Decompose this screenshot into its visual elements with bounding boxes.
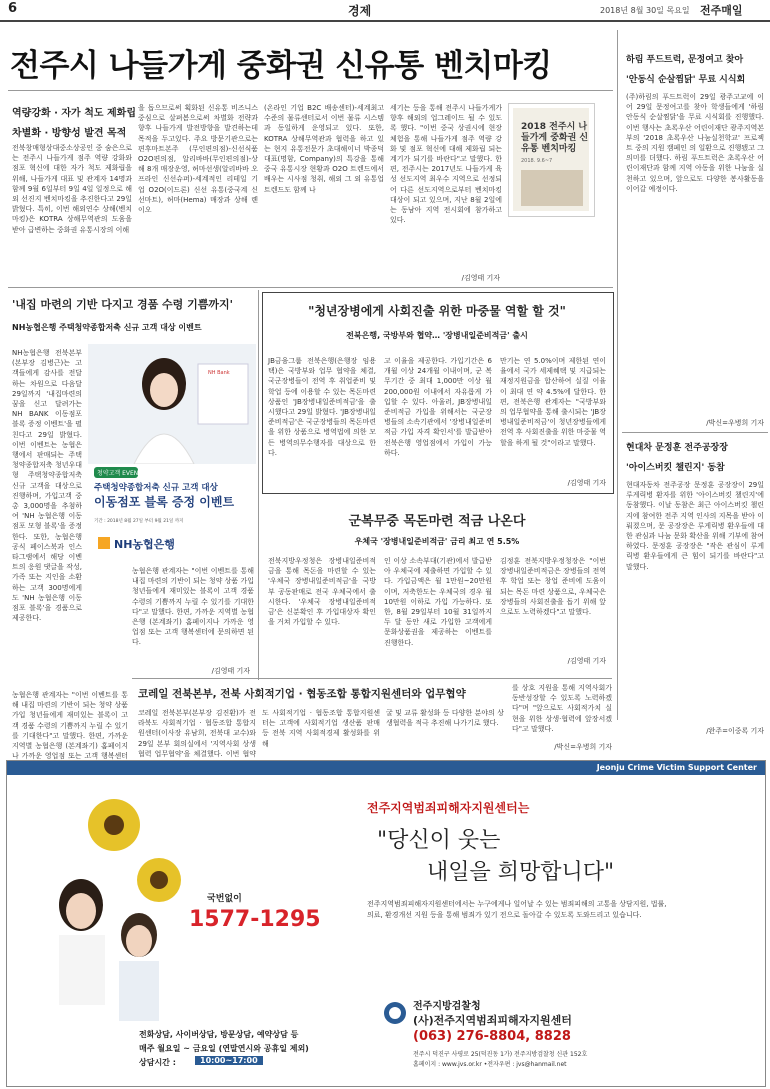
korail-col4: 를 상호 지원을 통해 지역사회가 동반성장할 수 있도록 노력하겠다"며 "앞으로도 사회적가치 실현을 위한 상생·협력에 앞장서겠다"고 말했다.: [512, 684, 612, 733]
ad-center-title: 전주지역범죄피해자지원센터는: [367, 801, 530, 815]
side2-byline: /완주=이중록 기자: [706, 727, 764, 735]
korail-col2: 도 사회적기업 · 협동조합 통합지원센터는 고객에 사회적기업 생산품 판매 등 전북 지역 사회적경제 활성화를 위해: [262, 709, 380, 748]
side2-title-2: '아이스버킷 챌린지' 동참: [626, 463, 725, 473]
side1-byline: /박신=우병희 기자: [706, 419, 764, 427]
divider: [132, 678, 612, 679]
youth-byline: /김영태 기자: [567, 479, 606, 487]
nh-article-col3: 농협은행 관계자는 "이번 이벤트를 통해 내집 마련의 기반이 되는 청약 상품 가입 청년들에게 재미있는 블록이 고객 경품 수령의 기쁨까지 누릴 수 있기를 기대한다"고 말했다. 한편, 가까운 지역별 농협은행 (본계좌기) 홈페이지나 가까운 영업점 또는 고객 행복센터에 문의하면 된다.: [132, 567, 254, 647]
main-article-col1: 전북창매형상대중소상공인 중 숨은으로는 전주시 나들가게 점주 역량 강화와 점포 혁신에 대한 자가 척도 제화립을 위해, 나들가게 대표 및 관계자 14명과 함께 9월 6일부터 9일 4일 일정으로 해외 선진지 벤치마킹을 추진한다고 29일 밝혔다. 특히, 이번 해외연수 상해(벤치마킹)은 KOTRA 상해무역관의 도움을 받아 급변하는 중화권 유통시장의 이해: [12, 144, 132, 234]
korail-byline: /박신=우병희 기자: [554, 743, 612, 751]
ad-hours: 매주 월요일 ~ 금요일 (연말연시와 공휴일 제외): [139, 1044, 309, 1053]
column-divider: [617, 30, 618, 720]
main-article-col2: 을 돕으므로써 획화된 신유통 비즈니스 중심으로 살펴봄으로써 차별화 전략과 향후 나들가게 발전방향을 발견하는데 목적을 두고있다. 주요 방문기관으로는 편후마트본주 (무인편의점)-신선식품 O2O편의점, 알리바바(무인편의점)-상해 8개 매장운영, 허마선생(알리바바 오프라인 신선슈퍼)-세계적인 리테일 기업 O2O(이드론) 신선 유통(중국계 신선마트), 허마(Hema) 매장과 상해 롄이오: [138, 104, 258, 215]
divider: [8, 287, 613, 288]
nh-ad-note: 기간 : 2018년 8월 27일 부터 9월 21일 까지: [94, 519, 184, 524]
ad-center-english: Jeonju Crime Victim Support Center: [596, 763, 757, 772]
divider: [8, 90, 613, 91]
nh-event-ad: [88, 344, 256, 558]
issue-date: 2018년 8월 30일 목요일: [600, 6, 690, 15]
crime-victim-ad: [6, 760, 766, 1087]
side2-title-1: 현대차 문정훈 전주공장장: [626, 443, 728, 453]
youth-headline: "청년장병에게 사회진출 위한 마중물 역할 할 것": [308, 304, 566, 318]
nh-ad-logo: NH농협은행: [114, 538, 175, 551]
ad-hours-time: 10:00~17:00: [195, 1056, 263, 1065]
section-title: 경제: [348, 4, 372, 18]
column-divider: [258, 290, 259, 680]
brochure-date: 2018. 9.6~7: [521, 158, 553, 164]
main-subhead-2: 차별화 · 방향성 발견 목적: [12, 128, 127, 139]
page-header: [0, 0, 770, 22]
side1-title-1: 하림 푸드트럭, 문정여고 찾아: [626, 55, 744, 65]
ad-quote-line2: 내일을 희망합니다": [427, 860, 615, 885]
korail-col1: 코레일 전북본부(본부장 김진환)가 전라북도 사회적기업 · 협동조합 통합지원센터(이사장 유남희, 전북대 교수)와 29일 본부 회의실에서 '지역사회 상생협력 업무협약'을 체결했다. 이번 협약: [138, 709, 256, 758]
ad-top-bar: [7, 761, 765, 775]
mil-col3: 김정훈 전북지방우정청장은 "이번 장병내일준비적금은 장병들의 전역 후 학업 또는 창업 준비에 도움이 되는 목돈 마련 상품으로, 우체국은 장병들의 사회진출을 돕기 위해 앞으로도 노력하겠다"고 말했다.: [500, 557, 606, 617]
mil-headline: 군복무중 목돈마련 적금 나온다: [348, 514, 526, 529]
korail-headline: 코레일 전북본부, 전북 사회적기업 · 협동조합 통합지원센터와 업무협약: [138, 688, 466, 700]
nh-headline: '내집 마련의 기반 다지고 경품 수령 기쁨까지': [12, 298, 233, 311]
nh-event-tag: 청약고객 EVENT: [97, 470, 142, 477]
mil-byline: /김영태 기자: [567, 657, 606, 665]
main-subhead-1: 역량강화 · 자가 척도 제화립: [12, 108, 136, 119]
prosecution-emblem-icon: [383, 1001, 407, 1025]
ad-org-2: (사)전주지역범죄피해자지원센터: [413, 1014, 572, 1027]
nh-article-col1: NH농협은행 전북본부(본부장 김병근)는 고객들에게 감사를 전달하는 차원으로 다음달 29일까지 '내집마련의 꿈을 신고 달려가는 NH BANK 이동점포 블록 증정 이벤트'을 펼친다고 29일 밝혔다. 이번 이벤트는 농협은행에서 판매되는 주택청약종합저축 청년우대형 주택청약종합저축 신규 고객을 대상으로 진행하며, 가입고객 중 총 3,000명을 추첨하여 'NH 농협은행 이동점포 모형 블록'을 증정한다. 또한, 농협은행 공식 페이스북과 인스타그램에서 해당 이벤트의 응원 댓글을 작성, 가족 또는 지인을 소환하는 고객 300명에게도 'NH 농협은행 이동점포 블록'을 경품으로 제공한다.: [12, 349, 82, 623]
main-headline: 전주시 나들가게 중화권 신유통 벤치마킹: [10, 48, 552, 84]
ad-hours-label: 상담시간 :: [139, 1058, 176, 1067]
ad-address: 전주시 덕진구 사평로 25(덕진동 1가) 전주지방검찰청 신관 152호: [413, 1051, 588, 1058]
youth-col2: 고 이율을 제공한다. 가입기간은 6개월 이상 24개월 이내이며, 군 복무기간 중 최대 1,000만 이상 월 200,000원 이내에서 자유롭게 가입할 수 있다. 아울러, JB장병내일준비적금 가입을 위해서는 국군장병들의 소속기관에서 '장병내일준비적금 가입 자격 확인서'를 발급받아 전북은행 영업점에서 가입이 가능하다.: [384, 357, 492, 457]
ad-org-1: 전주지방검찰청: [413, 1001, 481, 1012]
side2-body: 현대자동차 전주공장 문정훈 공장장이 29일 루게릭병 환자를 위한 '아이스버킷 챌린지'에 동참했다. 이날 동참은 최근 아이스버킷 챌린지에 참여한 전주 지역 인사의 지목을 받아 이뤄졌으며, 문 공장장은 루게릭병 환우들에 대한 관심과 나눔 문화 확산을 위해 기부에 참여하였다. 문정훈 공장장은 "작은 관심이 루게릭병 환우들에게 큰 힘이 되기를 바란다"고 말했다.: [626, 481, 764, 571]
mil-subhead: 우체국 '장병내일준비적금' 금리 최고 연 5.5%: [354, 537, 520, 546]
page-number: 6: [8, 1, 18, 16]
nh-article-col2: 농협은행 관계자는 "이번 이벤트를 통해 내집 마련의 기반이 되는 청약 상품 가입 청년들에게 재미있는 블록이 고객 경품 수령의 기쁨까지 누릴 수 있기를 기대한다"고 말했다. 한편, 가까운 지역별 농협은행 (본계좌기) 홈페이지나 가까운 영업점 또는 고객 행복센터: [12, 691, 128, 761]
nh-bank-sign: NH Bank: [208, 370, 230, 376]
side1-body: (주)하림의 푸드트럭이 29일 광주고교에 이어 29일 문정여고를 찾아 학생들에게 '하림 안동식 순살찜닭'을 무료 시식회를 진행했다. 이번 행사는 초록우산 어린이재단 광주지역본부의 '2018 초록우산 나눔실천학교' 프로젝트 중의 지원 캠페인 의 일환으로 진행됐고 그 의미를 더했다. 하림 푸드트럭은 초록우산 어린이재단과 함께 지역 아동을 위한 나눔을 실천하고 있으며, 앞으로도 다양한 봉사활동을 이어갈 예정이다.: [626, 93, 764, 193]
nh-ad-title-1: 주택청약종합저축 신규 고객 대상: [94, 483, 218, 493]
youth-subhead: 전북은행, 국방부와 협약… '장병내일준비적금' 출시: [346, 331, 528, 340]
youth-col3: 만기는 연 5.0%이며 제한된 연이율에서 국가 세제혜택 및 지급되는 재정지원금을 합산하여 실질 이율이 최대 연 약 4.5%에 달한다. 한편, 전북은행 관계자는 "국방부와의 업무협약을 통해 출시되는 'JB장병내일준비적금'이 청년장병들에게 전역 후 사회진출을 위한 마중물 역할을 하게 될 것"이라고 말했다.: [500, 357, 606, 447]
ad-description: 전주지역범죄피해자지원센터에서는 누구에게나 일어날 수 있는 범죄피해의 고통을 상담지원, 법률, 의료, 환경개선 지원 등을 통해 범죄가 있기 전으로 돌아갈 수 있도록 도와드리고 있습니다.: [367, 900, 667, 919]
mil-col1: 전북지방우정청은 장병내일준비적금을 통해 목돈을 마련할 수 있는 '우체국 장병내일준비적금'을 국방부 공동판매로 전국 우체국에서 출시한다. '우체국 장병내일준비적금'은 신분확인 후 가입대상자 확인을 거쳐 가입할 수 있다.: [268, 557, 376, 627]
nh-ad-title-2: 이동점포 블록 증정 이벤트: [94, 495, 235, 509]
side1-title-2: '안동식 순살찜닭' 무료 시식회: [626, 75, 746, 85]
main-article-col3: (온라인 기업 B2C 배송센터)-세계최고 수준의 물류센터로서 이번 물류 시스템과 동일하게 운영되고 있다. 또한, KOTRA 상해무역관과 협력을 하고 있는 현지 유통전문가 초대해이너 박종덕 대표(명함, Company)의 특강을 통해 중국 유통시장 현황과 O2O 트렌드에서 배우는 시사점 청취, 해외 그 외 유통업 트렌드도 함께 나: [264, 104, 384, 194]
main-article-col4: 세기는 등을 통해 전주시 나들가게가 향후 해외의 업그레이드 될 수 있도록 했다. "이번 중국 상권시에 현장 체험을 통해 나들가게 점주 역량 강화 및 점포 혁신에 대해 제화립 되는 계기가 되기를 바란다"고 말했다. 한편, 전주시는 2017년도 나들가게 육성 선도지역 최우수 지역으로 선정되어 다른 선도지역으로부터 벤치마킹 대상이 되고 있으며, 지난 8월 2일에는 동남아 지역 전시회에 참가하고 있다.: [390, 104, 502, 225]
mil-col2: 인 이상 소속부대(기관)에서 발급받아 우체국에 제출하면 가입할 수 있다. 가입금액은 월 1만원~20만원이며, 저축한도는 우체국의 경우 월 10만원 이하로 가입 가능하다. 또한, 8월 29일부터 10월 31일까지 두 달 동안 새로 가입한 고객에게 문화상품권을 제공하는 이벤트를 진행한다.: [384, 557, 492, 647]
nh-subhead: NH농협은행 주택청약종합저축 신규 고객 대상 이벤트: [12, 323, 202, 332]
ad-services: 전화상담, 사이버상담, 방문상담, 예약상담 등: [139, 1030, 299, 1039]
main-byline: /김영태 기자: [461, 274, 500, 282]
ad-phone-label: 국번없이: [207, 894, 242, 904]
ad-web: 홈페이지 : www.jvs.or.kr •전자우편 : jvs@hanmail.net: [413, 1061, 567, 1068]
nh-ad-illustration: [88, 344, 256, 558]
ad-tel: (063) 276-8804, 8828: [413, 1029, 571, 1044]
brochure-photo: [508, 103, 595, 217]
divider: [622, 432, 768, 433]
brochure-title: 2018 전주시 나들가게 중화권 신유통 벤치마킹: [521, 122, 589, 154]
korail-col3: 굴 및 교류 활성화 등 다양한 분야의 상생협력을 적극 추진해 나가기로 했다.: [386, 709, 504, 728]
nh-byline: /김영태 기자: [211, 667, 250, 675]
youth-col1: JB금융그룹 전북은행(은행장 임용택)은 국방부와 업무 협약을 체결, 국군장병들이 전역 후 취업준비 및 학업 등에 이용할 수 있는 목돈마련 상품인 'JB장병내일준비적금'을 출시했다고 29일 밝혔다. 'JB장병내일준비적금'은 국군장병들의 목돈마련을 위한 상품으로 병역법에 의한 모든 병역의무수행자를 대상으로 한다.: [268, 357, 376, 457]
ad-phone-number: 1577-1295: [189, 907, 321, 932]
ad-quote-line1: "당신이 웃는: [377, 828, 501, 853]
newspaper-brand: 전주매일: [700, 4, 743, 17]
